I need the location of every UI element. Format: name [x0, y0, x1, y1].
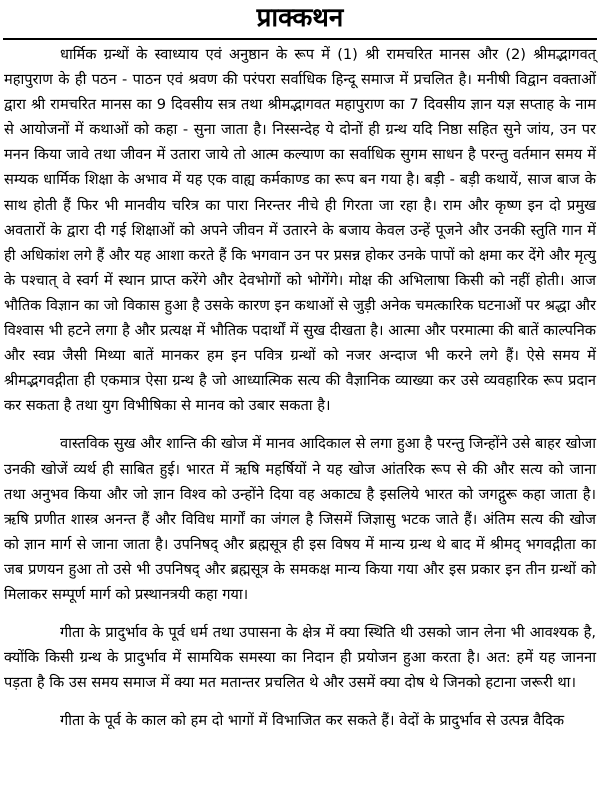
page-title: प्राक्कथन [256, 3, 344, 33]
paragraph-4: गीता के पूर्व के काल को हम दो भागों में विभाजित कर सकते हैं। वेदों के प्रादुर्भाव से उत्पन्न वैदिक [60, 712, 565, 730]
paragraph-1: धार्मिक ग्रन्थों के स्वाध्याय एवं अनुष्ठान के रूप में (1) श्री रामचरित मानस और (2) श्रीमद्भागवत् महापुराण के ही पठन - पाठन एवं श्रवण की परंपरा सर्वाधिक हिन्दू समाज में प्रचलित है। मनीषी विद्वान वक्ताओं द्वारा श्री रामचरित मानस का 9 दिवसीय सत्र तथा श्रीमद्भागवत महापुराण का 7 दिवसीय ज्ञान यज्ञ सप्ताह के नाम से आयोजनों में कथाओं को कहा - सुना जाता है। निस्सन्देह ये दोनों ही ग्रन्थ यदि निष्ठा सहित सुने जांय, उन पर मनन किया जावे तथा जीवन में उतारा जाये तो आत्म कल्याण का सर्वाधिक सुगम साधन है परन्तु वर्तमान समय में सम्यक धार्मिक शिक्षा के अभाव में यह एक वाह्य कर्मकाण्ड का रूप बन गया है। बड़ी - बड़ी कथायें, साज बाज के साथ होती हैं फिर भी मानवीय चरित्र का पारा निरन्तर नीचे ही गिरता जा रहा है। राम और कृष्ण इन दो प्रमुख अवतारों के द्वारा दी गई शिक्षाओं को अपने जीवन में उतारने के बजाय केवल उन्हें पूजने और उनकी स्तुति गान में ही अधिकांश लगे हैं और यह आशा करते हैं कि भगवान उन पर प्रसन्न होकर उनके पापों को क्षमा कर देंगे और मृत्यु के पश्चात् वे स्वर्ग में स्थान प्राप्त करेंगे और देवभोगों को भोगेंगे। मोक्ष की अभिलाषा किसी को नहीं होती। आज भौतिक विज्ञान का जो विकास हुआ है उसके कारण इन कथाओं से जुड़ी अनेक चमत्कारिक घटनाओं पर श्रद्धा और विश्वास भी हटने लगा है और प्रत्यक्ष में भौतिक पदार्थों में सुख दीखता है। आत्मा और परमात्मा की बातें काल्पनिक और स्वप्न जैसी मिथ्या बातें मानकर हम इन पवित्र ग्रन्थों को नजर अन्दाज भी करने लगे हैं। ऐसे समय में श्रीमद्भगवद्गीता ही एकमात्र ऐसा ग्रन्थ है जो आध्यात्मिक सत्य की वैज्ञानिक व्याख्या कर उसे व्यवहारिक रूप प्रदान कर सकता है तथा युग विभीषिका से मानव को उबार सकता है। [4, 46, 596, 415]
body-text [4, 42, 596, 746]
paragraph-2: वास्तविक सुख और शान्ति की खोज में मानव आदिकाल से लगा हुआ है परन्तु जिन्होंने उसे बाहर खोजा उनकी खोजें व्यर्थ ही साबित हुई। भारत में ऋषि महर्षियों ने यह खोज आंतरिक रूप से की और सत्य को जाना तथा अनुभव किया और जो ज्ञान विश्व को उन्होंने दिया वह अकाट्य है इसलिये भारत को जगद्गुरू कहा जाता है। ऋषि प्रणीत शास्त्र अनन्त हैं और विविध मार्गों का जंगल है जिसमें जिज्ञासु भटक जाते हैं। अंतिम सत्य की खोज को ज्ञान मार्ग से जाना जाता है। उपनिषद् और ब्रह्मसूत्र ही इस विषय में मान्य ग्रन्थ थे बाद में श्रीमद् भगवद्गीता का जब प्रणयन हुआ तो उसे भी उपनिषद् और ब्रह्मसूत्र के समकक्ष मान्य किया गया और इस प्रकार इन तीन ग्रन्थों को मिलाकर सम्पूर्ण मार्ग को प्रस्थानत्रयी कहा गया। [4, 435, 596, 603]
paragraph-3: गीता के प्रादुर्भाव के पूर्व धर्म तथा उपासना के क्षेत्र में क्या स्थिति थी उसको जान लेना भी आवश्यक है, क्योंकि किसी ग्रन्थ के प्रादुर्भाव में सामयिक समस्या का निदान ही प्रयोजन हुआ करता है। अत: हमें यह जानना पड़ता है कि उस समय समाज में क्या मत मतान्तर प्रचलित थे और उसमें क्या दोष थे जिनको हटाना जरूरी था। [4, 624, 596, 692]
title-underline [3, 38, 597, 40]
